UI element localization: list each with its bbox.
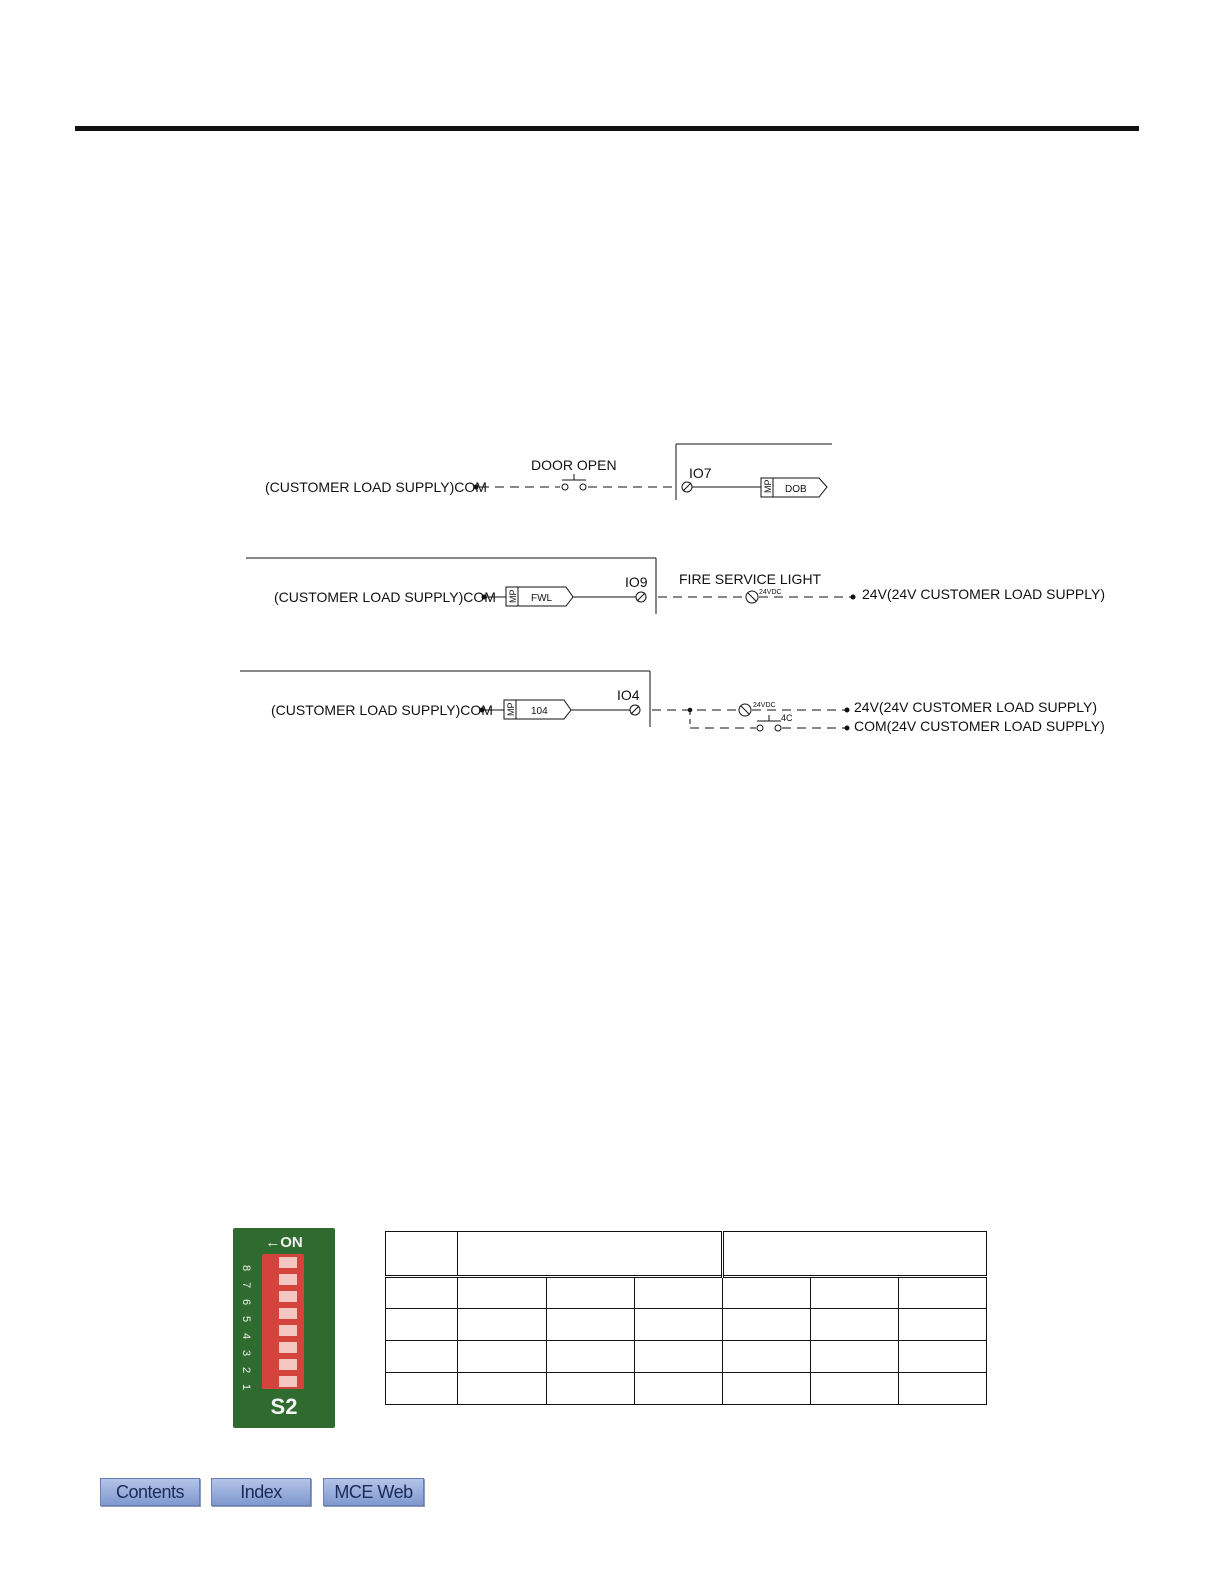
table-cell <box>635 1341 722 1373</box>
dip-switch-label: S2 <box>270 1394 298 1419</box>
switch-contact <box>580 484 586 490</box>
load-label: 24V(24V CUSTOMER LOAD SUPPLY) <box>862 586 1106 602</box>
contact-label: 4C <box>781 713 793 723</box>
table-cell <box>458 1373 547 1405</box>
load-label-com: COM(24V CUSTOMER LOAD SUPPLY) <box>854 718 1105 734</box>
settings-table <box>385 1231 987 1405</box>
relay-contact <box>775 725 781 731</box>
table-cell <box>722 1232 986 1277</box>
dip-toggle <box>279 1291 297 1302</box>
table-cell <box>898 1277 986 1309</box>
table-cell <box>458 1277 547 1309</box>
table-cell <box>458 1309 547 1341</box>
light-label: FIRE SERVICE LIGHT <box>679 571 822 587</box>
table-row <box>386 1341 987 1373</box>
dip-number: 1 <box>240 1383 252 1391</box>
table-cell <box>386 1373 458 1405</box>
table-cell <box>386 1309 458 1341</box>
table-cell <box>386 1277 458 1309</box>
dip-number: 3 <box>240 1349 252 1357</box>
output-label: 104 <box>531 706 548 717</box>
output-label: FWL <box>531 593 553 604</box>
mp-label: MP <box>763 479 773 493</box>
dip-toggle <box>279 1342 297 1353</box>
terminal-label: IO4 <box>617 687 640 703</box>
table-cell <box>722 1373 810 1405</box>
dip-toggle <box>279 1274 297 1285</box>
dip-number: 6 <box>240 1298 252 1306</box>
dip-number: 8 <box>240 1264 252 1272</box>
table-cell <box>810 1373 898 1405</box>
dip-on-label: ←ON <box>265 1234 303 1251</box>
supply-label: (CUSTOMER LOAD SUPPLY)COM <box>265 479 487 495</box>
lamp-voltage-label: 24VDC <box>753 702 776 709</box>
terminal-label: IO7 <box>689 465 712 481</box>
table-subheader-row <box>386 1277 987 1309</box>
terminal-label: IO9 <box>625 574 648 590</box>
output-label: DOB <box>785 484 807 495</box>
dip-toggle <box>279 1359 297 1370</box>
lamp-voltage-label: 24VDC <box>759 589 782 596</box>
relay-contact <box>757 725 763 731</box>
dip-switch-photo <box>233 1228 335 1428</box>
mce-web-button[interactable]: MCE Web <box>323 1478 424 1506</box>
supply-label: (CUSTOMER LOAD SUPPLY)COM <box>271 702 493 718</box>
dip-switch-body <box>262 1254 304 1389</box>
load-label-24v: 24V(24V CUSTOMER LOAD SUPPLY) <box>854 699 1098 715</box>
switch-contact <box>562 484 568 490</box>
dip-toggle <box>279 1308 297 1319</box>
table-cell <box>722 1309 810 1341</box>
table-cell <box>458 1232 722 1277</box>
dip-number: 5 <box>240 1315 252 1323</box>
table-cell <box>898 1309 986 1341</box>
mp-label: MP <box>508 589 518 603</box>
table-cell <box>547 1341 635 1373</box>
supply-label: (CUSTOMER LOAD SUPPLY)COM <box>274 589 496 605</box>
table-header-row <box>386 1232 987 1277</box>
dip-number: 2 <box>240 1366 252 1374</box>
table-cell <box>458 1341 547 1373</box>
load-node <box>845 708 849 712</box>
dip-number: 7 <box>240 1281 252 1289</box>
dip-toggle <box>279 1376 297 1387</box>
dip-number: 4 <box>240 1332 252 1340</box>
table-cell <box>898 1341 986 1373</box>
table-cell <box>810 1277 898 1309</box>
dip-toggle <box>279 1257 297 1268</box>
load-node <box>851 595 855 599</box>
contents-button[interactable]: Contents <box>100 1478 200 1506</box>
table-cell <box>386 1232 458 1277</box>
table-cell <box>810 1341 898 1373</box>
table-cell <box>386 1341 458 1373</box>
mp-label: MP <box>506 702 516 716</box>
table-row <box>386 1309 987 1341</box>
table-cell <box>635 1277 722 1309</box>
table-row <box>386 1373 987 1405</box>
table-cell <box>722 1341 810 1373</box>
dip-toggle <box>279 1325 297 1336</box>
load-node <box>845 726 849 730</box>
table-cell <box>810 1309 898 1341</box>
switch-label: DOOR OPEN <box>531 457 617 473</box>
table-cell <box>547 1309 635 1341</box>
table-cell <box>722 1277 810 1309</box>
table-cell <box>898 1373 986 1405</box>
table-cell <box>547 1373 635 1405</box>
table-cell <box>635 1373 722 1405</box>
table-cell <box>635 1309 722 1341</box>
index-button[interactable]: Index <box>211 1478 311 1506</box>
table-cell <box>547 1277 635 1309</box>
